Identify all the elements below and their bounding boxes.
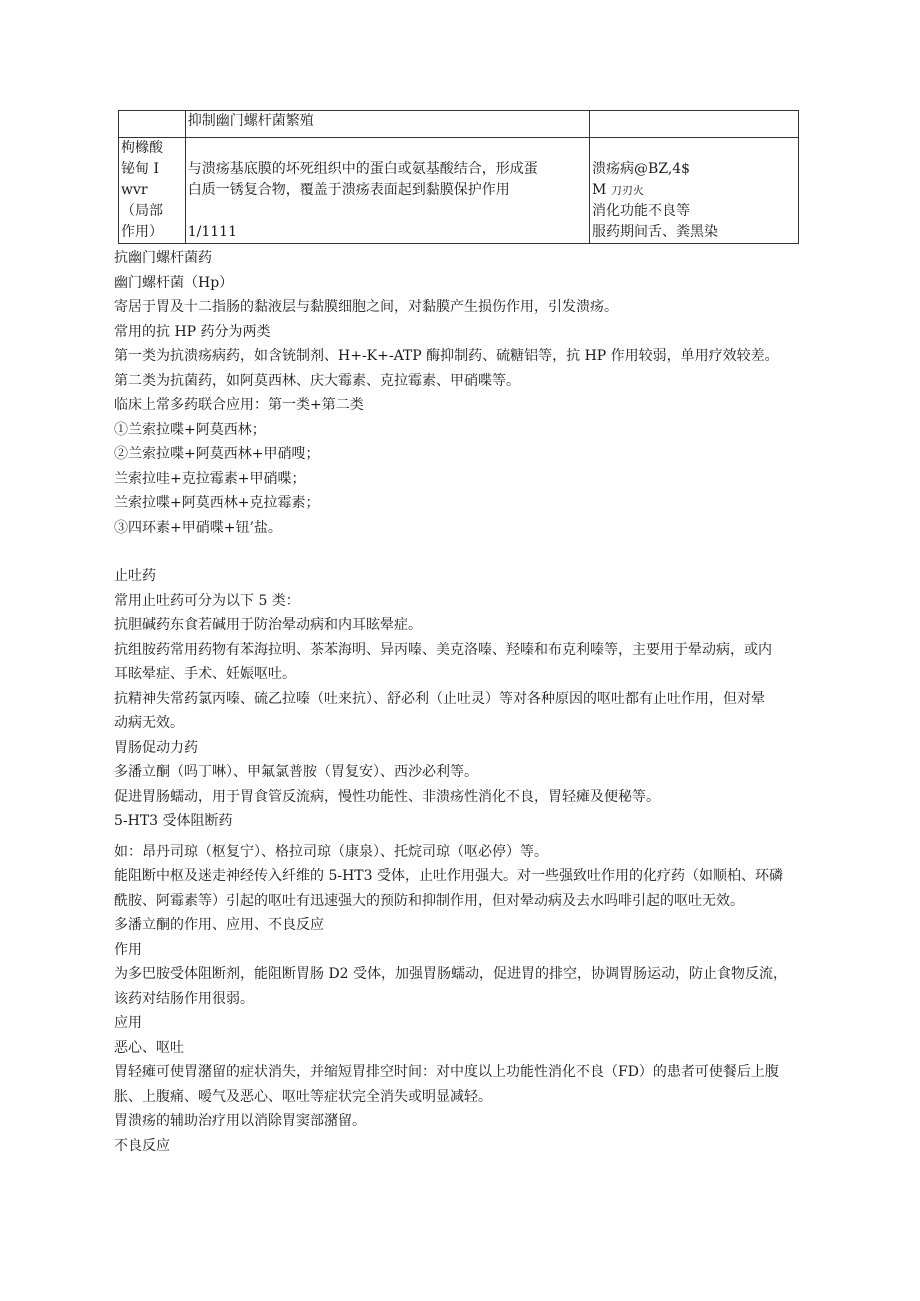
subheading: 5-HT3 受体阻断药 — [114, 813, 233, 829]
drug-table — [118, 110, 799, 244]
table-row — [119, 111, 799, 138]
list-item: ②兰索拉喋+阿莫西林+甲硝嗖； — [114, 446, 320, 462]
indication-cell — [590, 138, 799, 244]
paragraph: 胃溃疡的辅助治疗用以消除胃窦部潴留。 — [114, 1113, 366, 1129]
section-heading: 止吐药 — [114, 568, 156, 584]
paragraph: 抗精神失常药氯丙嗪、硫乙拉嗪（吐来抗）、舒必利（止吐灵）等对各种原因的呕吐都有止吐作用，但对晕 — [114, 690, 765, 707]
indication-text: 刀刃火 — [610, 184, 644, 197]
mechanism-line: 1/1111 — [187, 224, 237, 240]
paragraph: 该药对结肠作用很弱。 — [114, 990, 254, 1007]
indication-text: M — [592, 182, 607, 198]
adverse-effect-line: 服药期间舌、粪黑染 — [592, 224, 719, 240]
paragraph: 常用止吐药可分为以下 5 类： — [114, 592, 300, 609]
paragraph: 为多巴胺受体阻断剂，能阻断胃肠 D2 受体，加强胃肠蠕动，促进胃的排空，协调胃肠运动，防止食物反流， — [114, 966, 788, 982]
paragraph: 多潘立酮（吗丁啉）、甲氟氯普胺（胃复安）、西沙必利等。 — [114, 764, 478, 780]
list-item: 兰索拉喋+阿莫西林+克拉霉素； — [114, 495, 320, 511]
paragraph: 临床上常多药联合应用：第一类+第二类 — [114, 397, 364, 413]
indication-line: 溃疡病@BZ,4$ — [592, 161, 691, 177]
paragraph: 胀、上腹痛、嗳气及恶心、呕吐等症状完全消失或明显减轻。 — [114, 1088, 492, 1105]
drug-name-line: wvr — [121, 182, 148, 198]
table-cell — [590, 111, 799, 138]
subheading: 恶心、呕吐 — [114, 1039, 184, 1056]
paragraph: 第一类为抗溃疡病药，如含铳制剂、H+-K+-ATP 酶抑制药、硫糖铝等，抗 HP 作用较弱，单用疗效较差。 — [114, 348, 779, 364]
drug-name-cell — [119, 138, 186, 244]
subheading: 应用 — [114, 1015, 142, 1031]
indication-line — [592, 180, 796, 201]
spacer — [114, 540, 854, 564]
drug-name-line: 枸橼酸 — [121, 140, 163, 156]
subheading: 多潘立酮的作用、应用、不良反应 — [114, 917, 324, 933]
drug-name-line: 作用） — [121, 224, 163, 240]
paragraph: 动病无效。 — [114, 715, 184, 731]
subheading: 不良反应 — [114, 1137, 170, 1154]
mechanism-line: 与溃疡基底膜的坏死组织中的蛋白或氨基酸结合，形成蛋 — [187, 161, 538, 177]
paragraph: 抗组胺药常用药物有苯海拉明、茶苯海明、异丙嗪、美克洛嗪、羟嗪和布克利嗪等，主要用于晕动病，或内 — [114, 641, 772, 658]
list-item: 兰索拉哇+克拉霉素+甲硝喋； — [114, 470, 306, 487]
paragraph: 能阻断中枢及迷走神经传入纤维的 5-HT3 受体，止吐作用强大。对一些强致吐作用的化疗药（如顺柏、环磷 — [114, 868, 783, 884]
mechanism-cell — [185, 138, 589, 244]
table-cell: 抑制幽门螺杆菌繁殖 — [185, 111, 589, 138]
mechanism-line: 白质一锈复合物，覆盖于溃疡表面起到黏膜保护作用 — [187, 182, 510, 198]
paragraph: 如：昂丹司琼（枢复宁）、格拉司琼（康泉）、托烷司琼（呕必停）等。 — [114, 843, 548, 860]
drug-name-line: 铋甸 I — [121, 161, 159, 177]
paragraph: 酰胺、阿霉素等）引起的呕吐有迅速强大的预防和抑制作用，但对晕动病及去水吗啡引起的呕吐无效。 — [114, 892, 744, 909]
list-item: ①兰索拉喋+阿莫西林； — [114, 421, 266, 438]
paragraph: 胃轻瘫可使胃潴留的症状消失，并缩短胃排空时间：对中度以上功能性消化不良（FD）的患者可使餐后上腹 — [114, 1064, 779, 1080]
drug-name-line: （局部 — [121, 203, 163, 219]
paragraph: 寄居于胃及十二指肠的黏液层与黏膜细胞之间，对黏膜产生损伤作用，引发溃疡。 — [114, 299, 618, 315]
subheading: 作用 — [114, 941, 142, 958]
body-text — [114, 246, 854, 1158]
paragraph: 耳眩晕症、手术、妊娠呕吐。 — [114, 666, 296, 682]
table-row — [119, 138, 799, 244]
section-heading: 抗幽门螺杆菌药 — [114, 250, 212, 266]
table-cell — [119, 111, 186, 138]
paragraph: 第二类为抗菌药，如阿莫西林、庆大霉素、克拉霉素、甲硝喋等。 — [114, 372, 520, 389]
subheading: 幽门螺杆菌（Hp） — [114, 274, 234, 291]
subheading: 胃肠促动力药 — [114, 739, 198, 756]
paragraph: 常用的抗 HP 药分为两类 — [114, 323, 271, 340]
indication-line: 消化功能不良等 — [592, 203, 691, 219]
paragraph: 促进胃肠蠕动，用于胃食管反流病，慢性功能性、非溃疡性消化不良，胃轻瘫及便秘等。 — [114, 788, 660, 805]
paragraph: 抗胆碱药东食若碱用于防治晕动病和内耳眩晕症。 — [114, 617, 422, 633]
list-item: ③四环素+甲硝喋+钮’盐。 — [114, 519, 282, 536]
